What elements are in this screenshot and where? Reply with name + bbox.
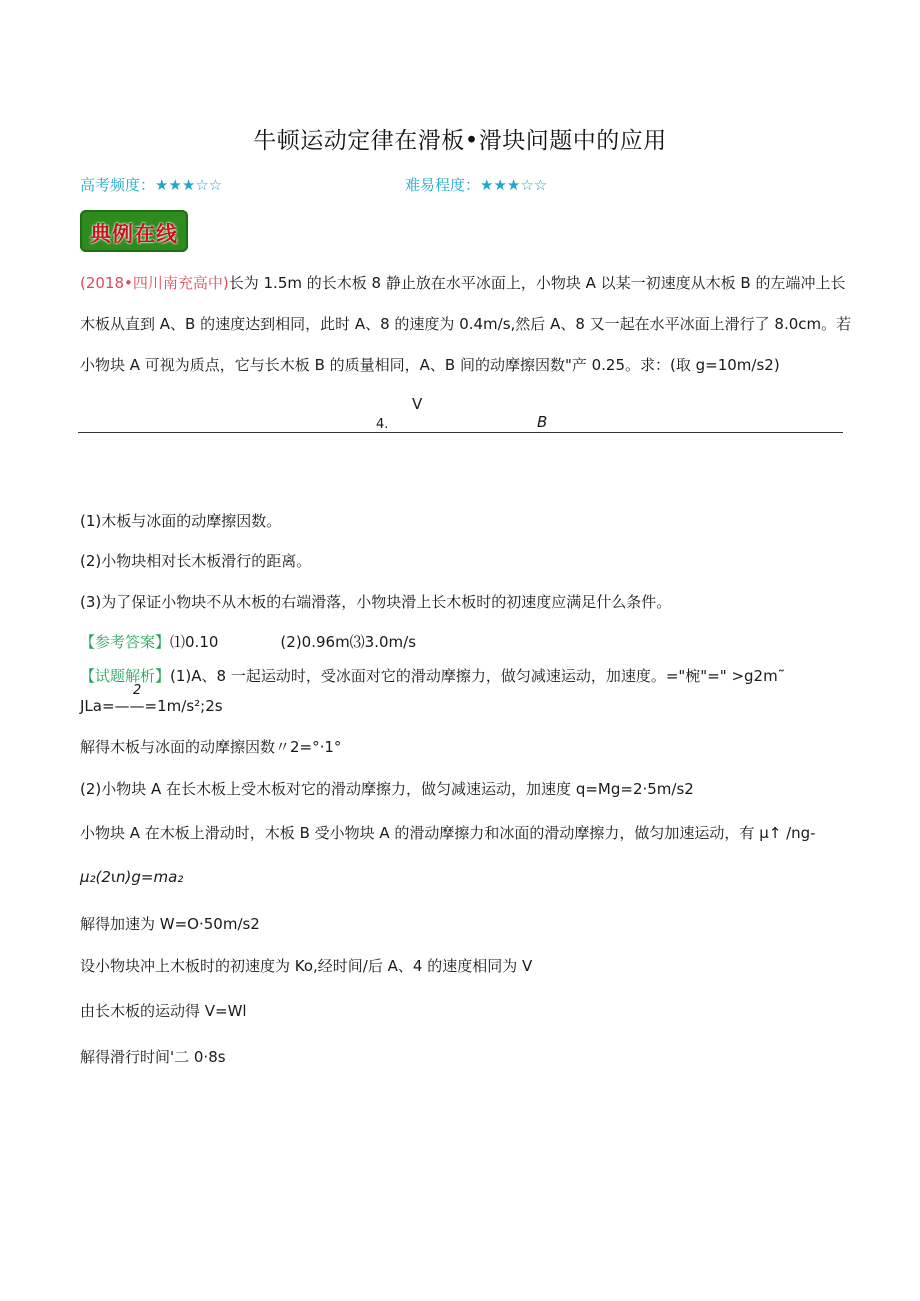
answer-2-3: (2)0.96m⑶3.0m/s	[280, 633, 417, 651]
answer-label: 【参考答案】	[80, 633, 171, 651]
question-1: (1)木板与冰面的动摩擦因数。	[80, 512, 282, 530]
problem-line-2: 木板从直到 A、B 的速度达到相同，此时 A、8 的速度为 0.4m∕s,然后 A、8 又一起在水平冰面上滑行了 8.0cm。若	[80, 315, 852, 333]
example-badge-label: 典例在线	[90, 222, 178, 246]
analysis-line-9: 由长木板的运动得 V=Wl	[80, 1002, 247, 1020]
ice-surface-line	[78, 432, 843, 433]
analysis-label: 【试题解析】	[80, 667, 171, 685]
analysis-line-10: 解得滑行时间'二 0·8s	[80, 1048, 226, 1066]
example-badge	[80, 210, 188, 252]
analysis-line-6: μ₂(2⍳n)g=ma₂	[80, 868, 184, 886]
figure-block-a-label: 4.	[376, 417, 389, 432]
figure-board-b-label: B	[537, 413, 548, 431]
analysis-line-8: 设小物块冲上木板时的初速度为 Ko,经时间/后 A、4 的速度相同为 V	[80, 957, 533, 975]
analysis-text-1: (1)A、8 一起运动时，受冰面对它的滑动摩擦力，做匀减速运动，加速度。="椀"=" >g2m˜	[170, 667, 786, 685]
problem-text-1: 长为 1.5m 的长木板 8 静止放在水平冰面上，小物块 A 以某一初速度从木板 B 的左端冲上长	[228, 274, 846, 292]
answer-line	[80, 631, 416, 652]
page-title: 牛顿运动定律在滑板•滑块问题中的应用	[253, 128, 667, 154]
problem-source: (2018•四川南充高中)	[80, 274, 229, 292]
analysis-line-4: (2)小物块 A 在长木板上受木板对它的滑动摩擦力，做匀减速运动，加速度 q=Mg=2·5m∕s2	[80, 780, 694, 798]
problem-line-1	[80, 272, 845, 293]
frequency-rating: 高考频度：★★★☆☆	[80, 176, 223, 194]
difficulty-rating: 难易程度：★★★☆☆	[405, 176, 548, 194]
analysis-fraction-sup: 2	[133, 683, 142, 698]
problem-line-3: 小物块 A 可视为质点，它与长木板 B 的质量相同，A、B 间的动摩擦因数"产 0.25。求：(取 g=10m∕s2)	[80, 356, 780, 374]
analysis-line-7: 解得加速为 W=O·50m∕s2	[80, 915, 260, 933]
answer-1: ⑴0.10	[170, 633, 219, 651]
question-3: (3)为了保证小物块不从木板的右端滑落，小物块滑上长木板时的初速度应满足什么条件。	[80, 593, 672, 611]
analysis-line-2: JLa=——=1m∕s²;2s	[80, 697, 223, 715]
figure-velocity-label: V	[412, 395, 423, 413]
analysis-line-3: 解得木板与冰面的动摩擦因数〃2=°·1°	[80, 738, 342, 756]
question-2: (2)小物块相对长木板滑行的距离。	[80, 552, 312, 570]
analysis-line-5: 小物块 A 在木板上滑动时，木板 B 受小物块 A 的滑动摩擦力和冰面的滑动摩擦力，做匀加速运动，有 μ↑ /ng-	[80, 824, 816, 842]
analysis-line-1	[80, 665, 785, 686]
